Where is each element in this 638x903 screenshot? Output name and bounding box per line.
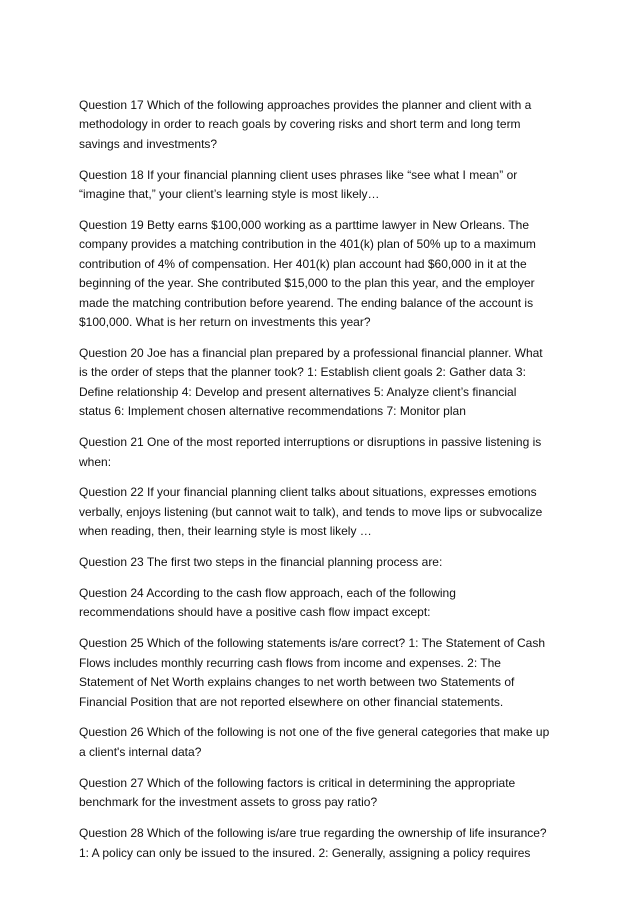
question-text-line: Question 23 The first two steps in the financial planning process are: <box>79 555 443 570</box>
question-text-line: 1: A policy can only be issued to the insured. 2: Generally, assigning a policy requires <box>79 845 531 860</box>
question-text-line: Question 22 If your financial planning client talks about situations, expresses emotions <box>79 485 537 500</box>
question-paragraph <box>79 344 565 422</box>
question-text-line: Question 18 If your financial planning client uses phrases like “see what I mean” or <box>79 167 518 182</box>
question-paragraph <box>79 433 565 472</box>
question-paragraph <box>79 483 565 541</box>
question-text-line: recommendations should have a positive cash flow impact except: <box>79 605 431 620</box>
question-text-line: Question 26 Which of the following is not one of the five general categories that make up <box>79 725 550 740</box>
question-text-line: benchmark for the investment assets to gross pay ratio? <box>79 795 378 810</box>
question-paragraph <box>79 723 565 762</box>
question-text-line: made the matching contribution before yearend. The ending balance of the account is <box>79 295 534 310</box>
question-text-line: Question 17 Which of the following approaches provides the planner and client with a <box>79 98 532 112</box>
question-text-line: Define relationship 4: Develop and present alternatives 5: Analyze client’s financial <box>79 384 517 399</box>
question-text-line: methodology in order to reach goals by covering risks and short term and long term <box>79 117 521 132</box>
question-text-line: “imagine that,” your client’s learning style is most likely… <box>79 187 380 202</box>
question-text-line: beginning of the year. She contributed $15,000 to the plan this year, and the employer <box>79 276 535 291</box>
question-paragraph <box>79 584 565 623</box>
question-text-line: savings and investments? <box>79 136 218 151</box>
question-text-line: Flows includes monthly recurring cash flows from income and expenses. 2: The <box>79 655 501 670</box>
question-text-line: status 6: Implement chosen alternative recommendations 7: Monitor plan <box>79 404 466 419</box>
question-text-line: Question 19 Betty earns $100,000 working as a parttime lawyer in New Orleans. The <box>79 218 530 233</box>
question-paragraph <box>79 96 565 154</box>
question-text-line: is the order of steps that the planner took? 1: Establish client goals 2: Gather data 3: <box>79 365 526 380</box>
question-text-line: Question 20 Joe has a financial plan prepared by a professional financial planner. What <box>79 345 543 360</box>
question-text-line: Question 21 One of the most reported interruptions or disruptions in passive listening is <box>79 435 542 450</box>
question-text-line: Financial Position that are not reported elsewhere on other financial statements. <box>79 694 504 709</box>
question-text-line: company provides a matching contribution in the 401(k) plan of 50% up to a maximum <box>79 237 536 252</box>
question-paragraph <box>79 216 565 332</box>
question-text-line: when: <box>79 454 112 469</box>
question-text-line: Question 24 According to the cash flow approach, each of the following <box>79 586 456 601</box>
question-paragraph <box>79 553 565 572</box>
document-page <box>79 96 565 874</box>
question-text-line: Question 27 Which of the following factors is critical in determining the appropriate <box>79 775 516 790</box>
question-text-line: verbally, enjoys listening (but cannot wait to talk), and tends to move lips or subvocalize <box>79 504 543 519</box>
question-text-line: Statement of Net Worth explains changes to net worth between two Statements of <box>79 675 515 690</box>
question-paragraph <box>79 824 565 863</box>
question-text-line: Question 28 Which of the following is/are true regarding the ownership of life insurance? <box>79 826 547 841</box>
question-text-line: when reading, then, their learning style is most likely … <box>79 524 372 539</box>
question-paragraph <box>79 634 565 712</box>
question-text-line: $100,000. What is her return on investments this year? <box>79 315 371 330</box>
question-text-line: contribution of 4% of compensation. Her 401(k) plan account had $60,000 in it at the <box>79 256 527 271</box>
question-text-line: a client's internal data? <box>79 744 202 759</box>
question-paragraph <box>79 166 565 205</box>
question-text-line: Question 25 Which of the following statements is/are correct? 1: The Statement of Cash <box>79 636 546 651</box>
question-paragraph <box>79 774 565 813</box>
